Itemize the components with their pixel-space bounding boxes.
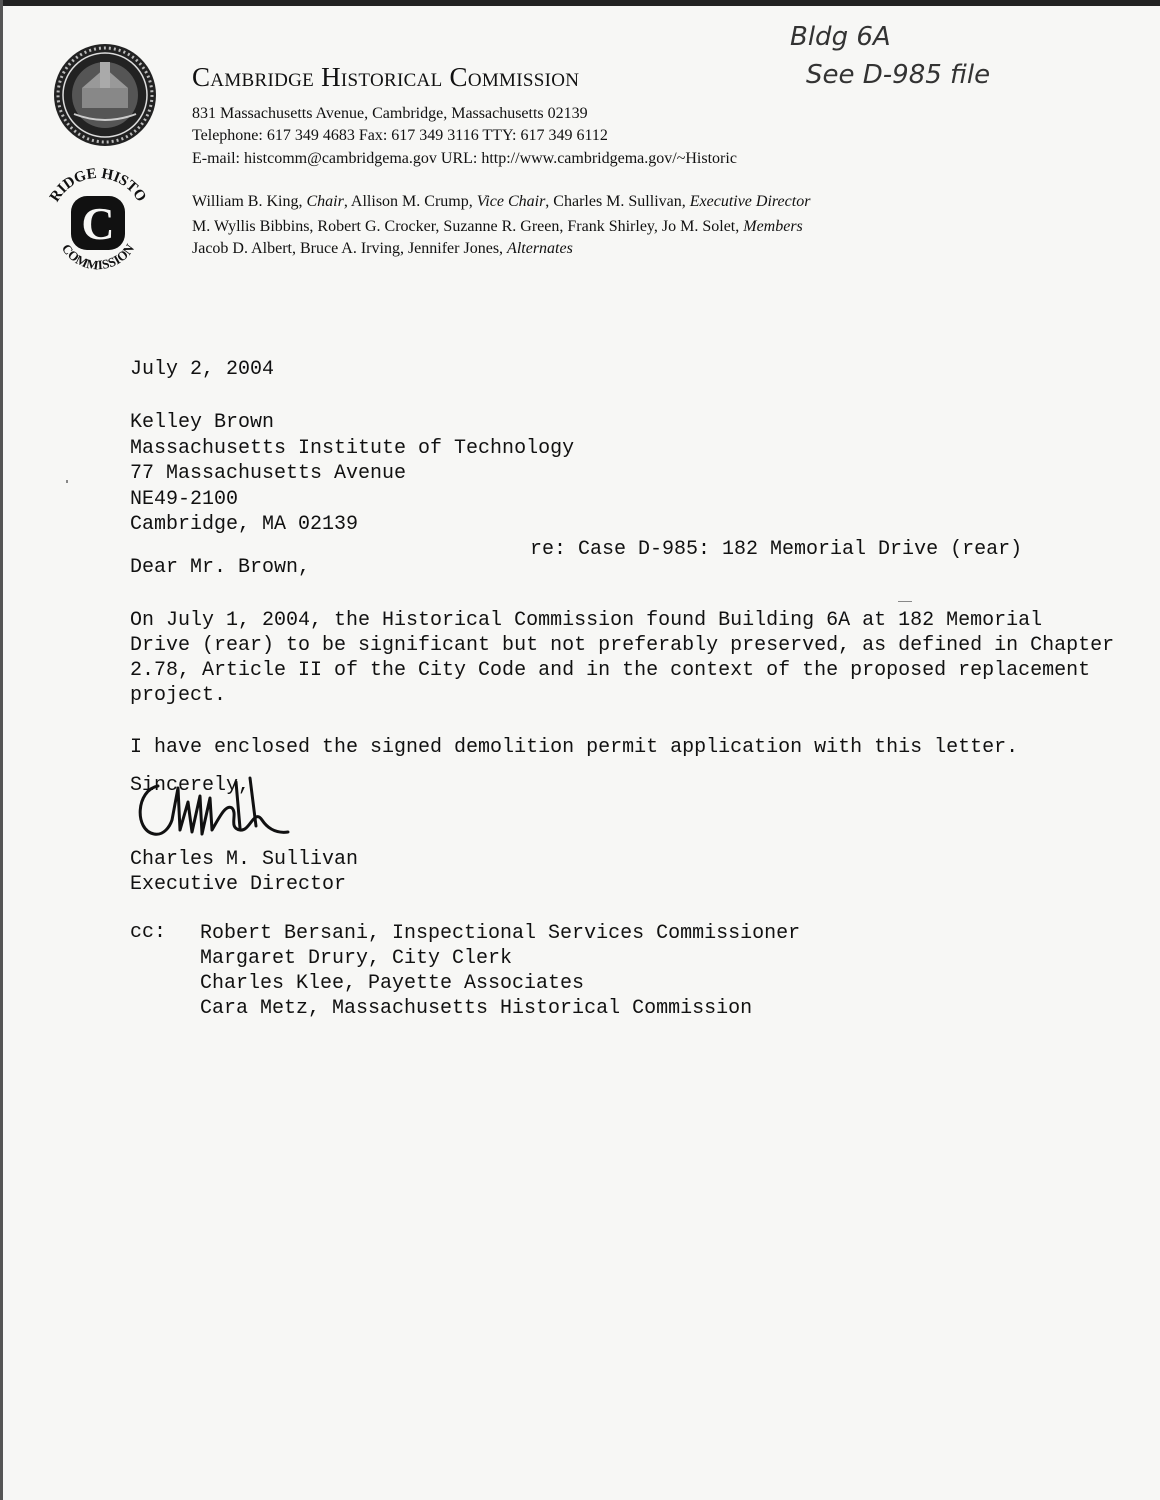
recipient-line: Massachusetts Institute of Technology xyxy=(130,436,575,460)
city-seal-icon xyxy=(52,42,158,148)
email-url-line: E-mail: histcomm@cambridgema.gov URL: http://www.cambridgema.gov/~Historic xyxy=(192,150,737,167)
alternates-line: Jacob D. Albert, Bruce A. Irving, Jennifer Jones, Alternates xyxy=(192,240,573,257)
salutation: Dear Mr. Brown, xyxy=(130,556,311,579)
officers-line: William B. King, Chair, Allison M. Crump, Vice Chair, Charles M. Sullivan, Executive Director xyxy=(192,193,811,210)
cc-label: cc: xyxy=(130,921,167,944)
recipient-address xyxy=(130,410,574,538)
cc-recipient: Robert Bersani, Inspectional Services Commissioner xyxy=(200,922,801,945)
commission-logo-icon xyxy=(38,162,158,274)
cc-recipient: Charles Klee, Payette Associates xyxy=(200,972,585,995)
scan-speck xyxy=(66,480,68,483)
paragraph-line: Drive (rear) to be significant but not preferably preserved, as defined in Chapter xyxy=(130,634,1115,657)
svg-text:RIDGE HISTO: RIDGE HISTO xyxy=(46,165,149,205)
phone-line: Telephone: 617 349 4683 Fax: 617 349 3116 TTY: 617 349 6112 xyxy=(192,127,608,144)
members-line: M. Wyllis Bibbins, Robert G. Crocker, Suzanne R. Green, Frank Shirley, Jo M. Solet, Members xyxy=(192,218,803,235)
recipient-line: NE49-2100 xyxy=(130,487,239,511)
reference-line: re: Case D-985: 182 Memorial Drive (rear) xyxy=(530,538,1023,561)
scan-left-edge xyxy=(0,0,3,1500)
address-line: 831 Massachusetts Avenue, Cambridge, Massachusetts 02139 xyxy=(192,105,588,122)
paragraph-line: On July 1, 2004, the Historical Commission found Building 6A at 182 Memorial xyxy=(130,609,1043,632)
handwritten-signature xyxy=(128,768,298,848)
body-paragraph-1 xyxy=(130,608,1114,708)
body-paragraph-2: I have enclosed the signed demolition permit application with this letter. xyxy=(130,736,1019,759)
recipient-line: Kelley Brown xyxy=(130,411,275,434)
paragraph-line: 2.78, Article II of the City Code and in the context of the proposed replacement xyxy=(130,659,1091,682)
recipient-line: Cambridge, MA 02139 xyxy=(130,513,359,536)
letter-date: July 2, 2004 xyxy=(130,358,275,381)
cc-recipient: Margaret Drury, City Clerk xyxy=(200,947,513,970)
signer-name: Charles M. Sullivan xyxy=(130,848,359,871)
scan-top-edge xyxy=(0,0,1160,6)
organization-name: Cambridge Historical Commission xyxy=(192,62,580,92)
scan-speck xyxy=(898,601,912,602)
cc-list xyxy=(200,921,800,1021)
svg-text:COMMISSION: COMMISSION xyxy=(58,241,138,273)
handwritten-note-line1: Bldg 6A xyxy=(790,22,891,52)
svg-text:C: C xyxy=(81,198,115,249)
handwritten-note-line2: See D-985 file xyxy=(806,60,991,90)
paragraph-line: project. xyxy=(130,684,227,707)
cc-recipient: Cara Metz, Massachusetts Historical Commission xyxy=(200,997,753,1020)
closing: Sincerely, xyxy=(130,774,251,797)
recipient-line: 77 Massachusetts Avenue xyxy=(130,462,407,485)
signer-title: Executive Director xyxy=(130,873,347,896)
